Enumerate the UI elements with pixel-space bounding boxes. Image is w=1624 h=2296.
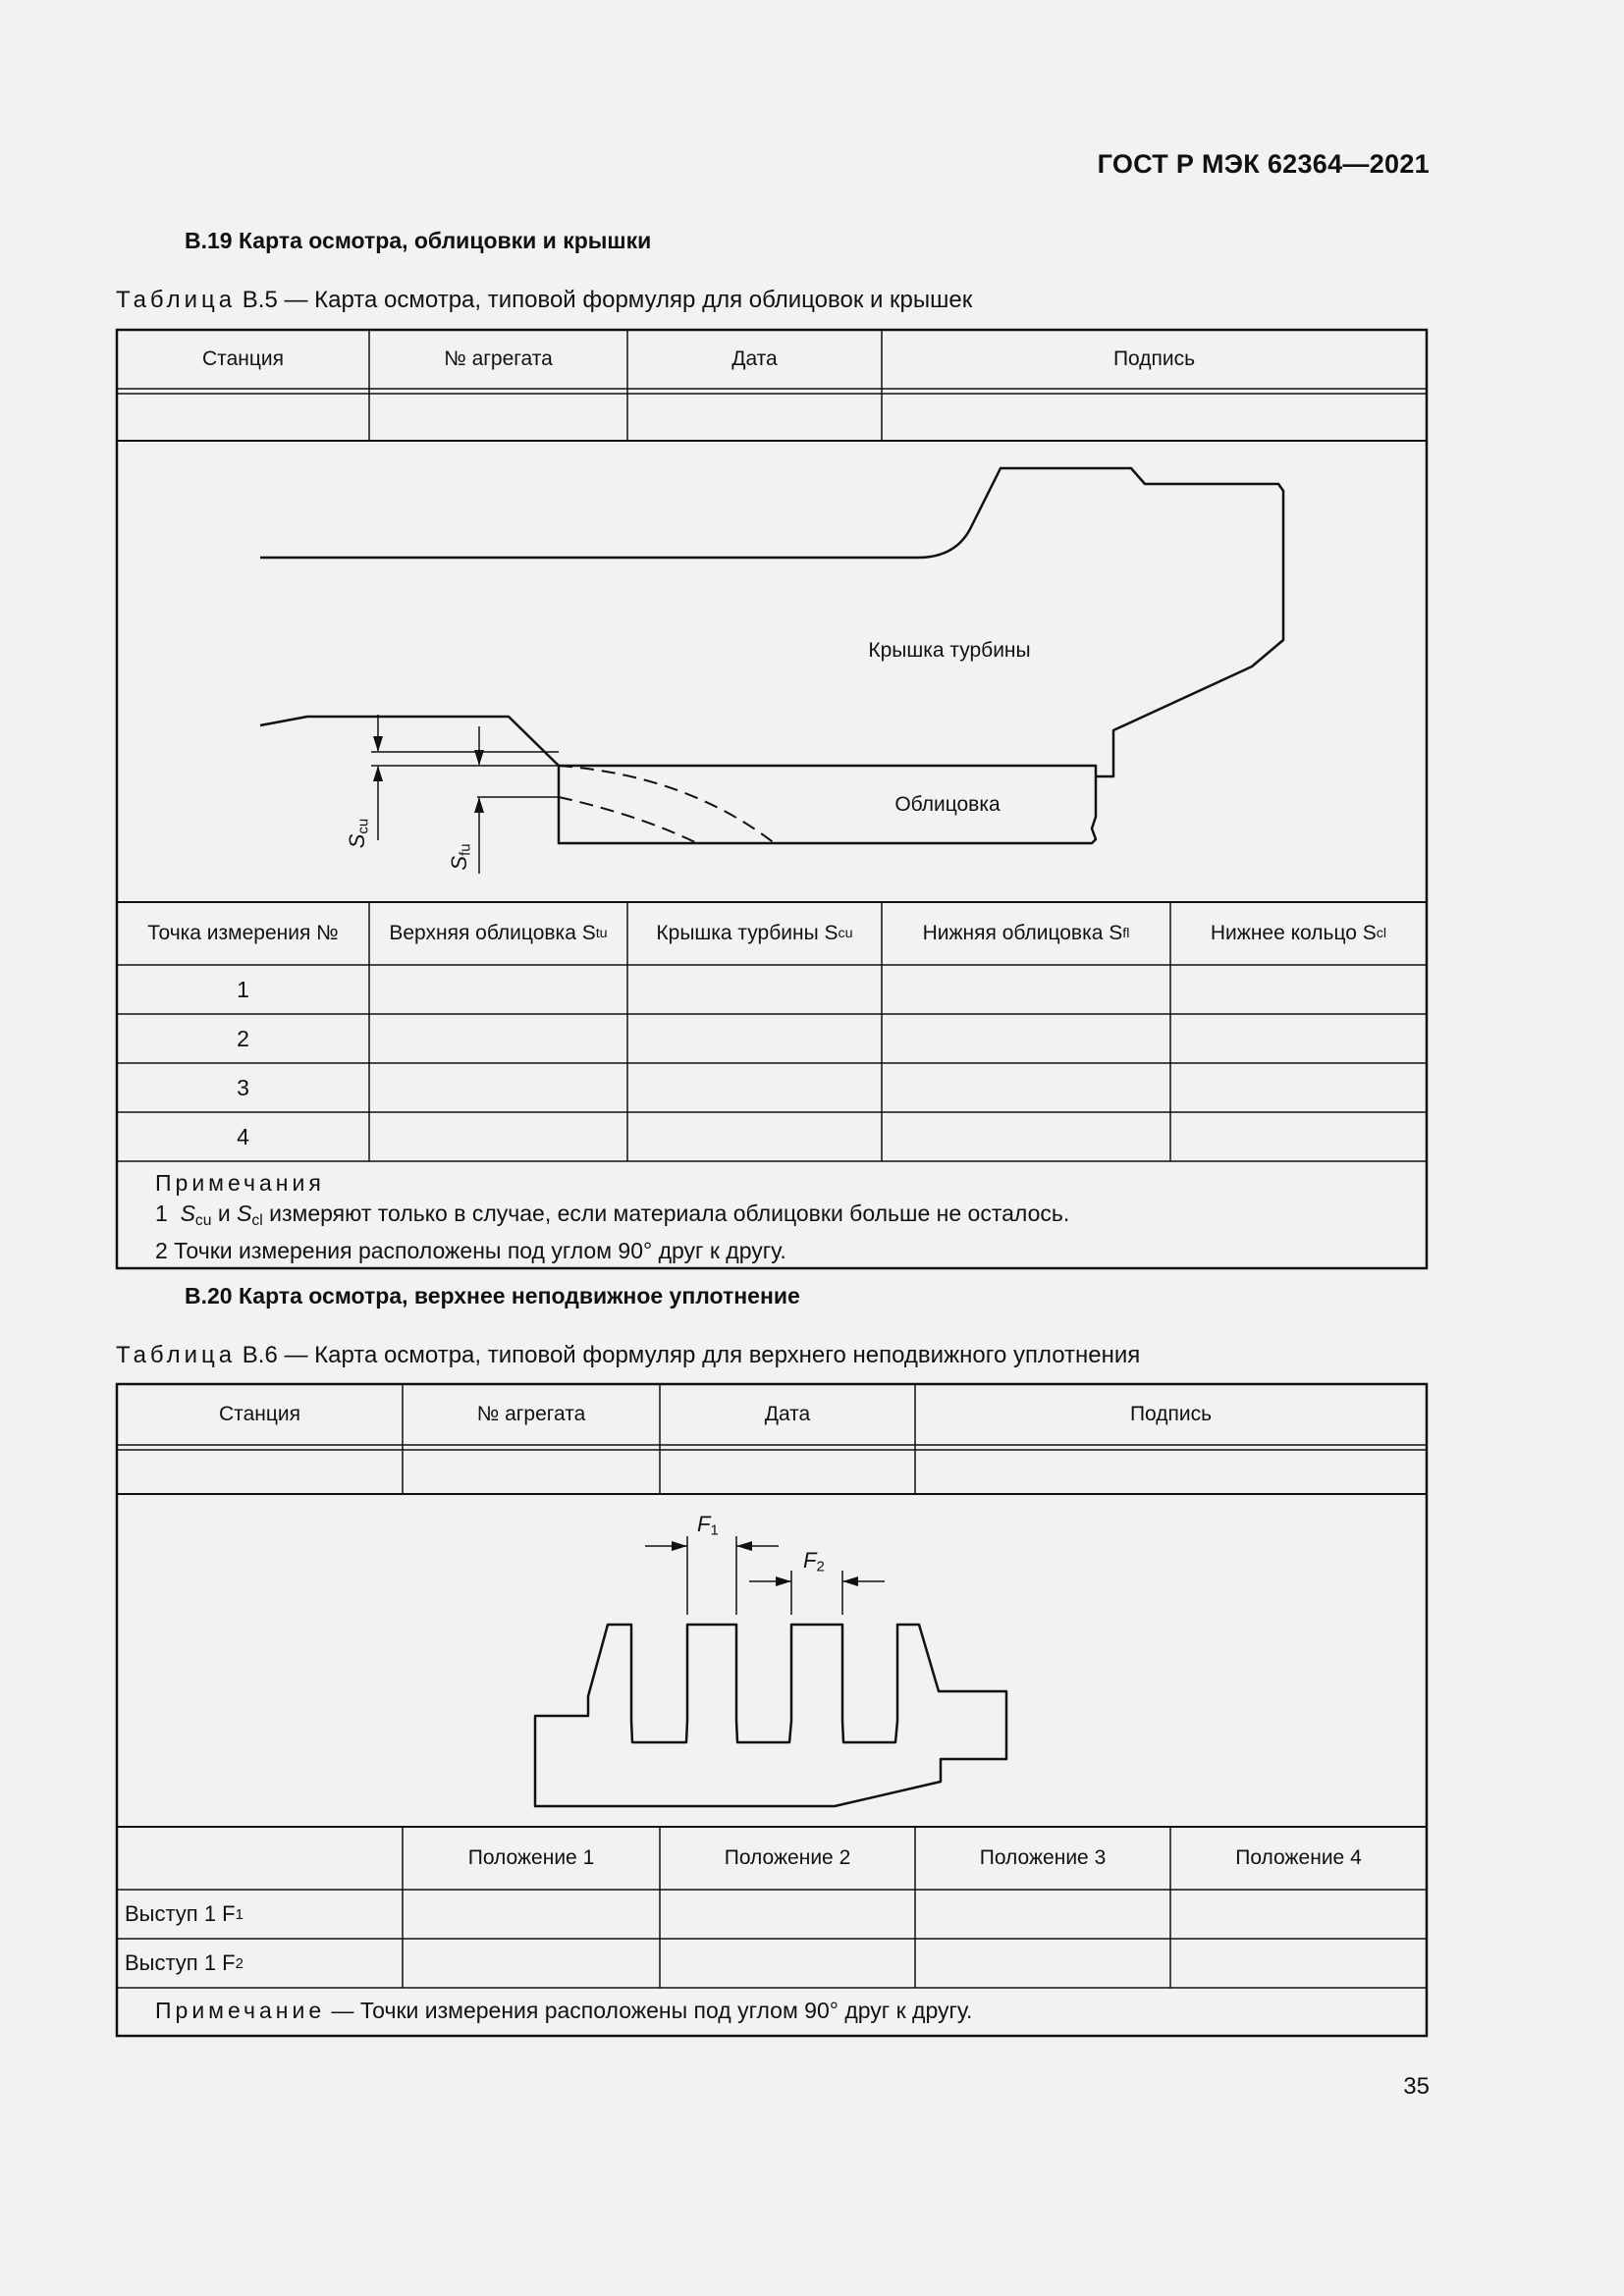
col-lower-ring: Нижнее кольцо S cl — [1210, 922, 1387, 944]
scu-label: $S_{cu}$ — [345, 818, 372, 849]
notes-title: Примечания — [155, 1170, 325, 1196]
row-label-f2: Выступ 1 F 2 — [125, 1950, 244, 1975]
col-position-1: Положение 1 — [467, 1846, 595, 1869]
caption-text: B.5 — Карта осмотра, типовой формуляр для облицовок и крышек — [242, 287, 973, 313]
note-2: 2 Точки измерения расположены под углом 90° друг к другу. — [155, 1237, 786, 1263]
col-measure-point: Точка измерения № — [147, 922, 339, 944]
col-position-4: Положение 4 — [1235, 1846, 1362, 1869]
page-number: 35 — [1403, 2073, 1430, 2100]
header-station: Станция — [219, 1403, 300, 1425]
f1-arrow-left — [736, 1541, 752, 1551]
lining-label: Облицовка — [894, 793, 1001, 816]
f2-arrow-right — [776, 1576, 791, 1586]
f1-label: $F_1$ — [697, 1512, 719, 1539]
f2-arrow-left — [842, 1576, 858, 1586]
header-signature: Подпись — [1129, 1403, 1213, 1425]
f2-label: $F_2$ — [803, 1548, 825, 1575]
col-upper-lining: Верхняя облицовка S tu — [389, 922, 608, 944]
col-turbine-cover: Крышка турбины S cu — [656, 922, 853, 944]
note-text: — Точки измерения расположены под углом 90° друг к другу. — [331, 1998, 973, 2023]
caption-text: B.6 — Карта осмотра, типовой формуляр для верхнего неподвижного уплотнения — [242, 1342, 1141, 1368]
row-label-f1: Выступ 1 F 1 — [125, 1901, 244, 1926]
caption-prefix: Таблица — [116, 1342, 237, 1368]
header-unit-number: № агрегата — [444, 347, 553, 370]
section-title-b20: B.20 Карта осмотра, верхнее неподвижное уплотнение — [185, 1283, 800, 1308]
row-number: 2 — [237, 1025, 249, 1051]
note-1: 1 $S_{cu}$ и $S_{cl}$ измеряют только в случае, если материала облицовки больше не осталось. — [155, 1201, 1070, 1229]
header-unit-number: № агрегата — [476, 1403, 586, 1425]
sfu-label: $S_{fu}$ — [447, 843, 474, 871]
header-date: Дата — [731, 347, 778, 370]
caption-prefix: Таблица — [116, 287, 237, 313]
col-position-3: Положение 3 — [979, 1846, 1107, 1869]
col-lower-lining: Нижняя облицовка S fl — [922, 922, 1130, 944]
cover-label: Крышка турбины — [868, 639, 1031, 662]
note-title: Примечание — [155, 1998, 326, 2023]
note-b6 — [155, 1996, 972, 2026]
row-number: 4 — [237, 1123, 249, 1149]
header-station: Станция — [202, 347, 284, 370]
header-signature: Подпись — [1112, 347, 1196, 370]
row-number: 3 — [237, 1074, 249, 1100]
row-number: 1 — [237, 976, 249, 1002]
f1-arrow-right — [672, 1541, 687, 1551]
header-date: Дата — [764, 1403, 811, 1425]
seal-outline — [535, 1625, 1006, 1806]
document-id: ГОСТ Р МЭК 62364—2021 — [1097, 149, 1430, 179]
section-title-b19: B.19 Карта осмотра, облицовки и крышки — [185, 228, 652, 253]
col-position-2: Положение 2 — [724, 1846, 851, 1869]
